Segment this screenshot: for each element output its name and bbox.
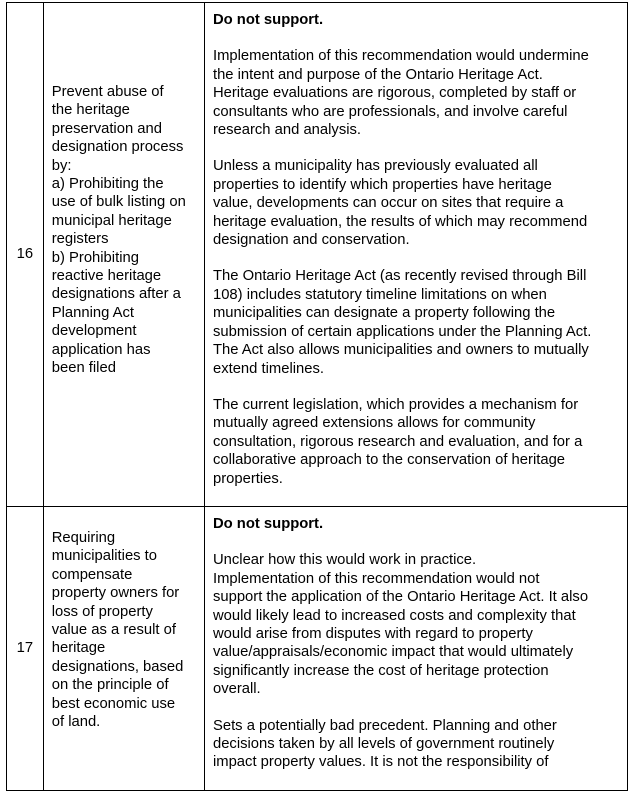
recommendation-line: property owners for [51,585,180,602]
recommendation-line: value as a result of [51,621,176,638]
recommendation-line: Requiring [51,529,116,546]
recommendation-line: reactive heritage [51,268,162,285]
response-line: submission of certain applications under the Planning Act. [212,323,592,340]
response-line: significantly increase the cost of heritage protection [212,662,549,679]
recommendation-cell [43,506,204,790]
recommendation-line: b) Prohibiting [51,249,139,266]
recommendation-text [44,507,204,731]
response-line: municipalities can designate a property following the [212,305,556,322]
response-line: research and analysis. [212,122,362,139]
response-cell [204,3,627,507]
response-line: the intent and purpose of the Ontario Heritage Act. [212,66,543,83]
response-line: mutually agreed extensions allows for community [212,415,536,432]
response-line: Unclear how this would work in practice. [212,552,477,569]
response-line: properties to identify which properties have heritage [212,176,552,193]
response-line: Unless a municipality has previously evaluated all [212,158,538,175]
response-paragraph [213,267,623,377]
recommendations-table [6,2,628,791]
recommendation-line: Planning Act [51,304,135,321]
recommendation-line: a) Prohibiting the [51,176,164,193]
recommendation-line: on the principle of [51,677,169,694]
response-line: impact property values. It is not the responsibility of [212,754,549,771]
recommendation-line: been filed [51,360,116,377]
response-line: Sets a potentially bad precedent. Planning and other [212,717,557,734]
recommendation-line: designation process [51,139,184,156]
recommendation-line: preservation and [51,120,162,137]
response-line: designation and conservation. [212,232,410,249]
verdict: Do not support. [212,515,324,532]
recommendation-line: the heritage [51,102,130,119]
recommendation-line: designations, based [51,658,184,675]
response-line: The Act also allows municipalities and owners to mutually [212,342,589,359]
recommendation-cell [43,3,204,507]
response-paragraph [213,717,623,772]
recommendation-line: registers [51,231,109,248]
response-line: extend timelines. [212,360,325,377]
recommendation-line: designations after a [51,286,181,303]
response-line: Implementation of this recommendation would undermine [212,48,589,65]
verdict: Do not support. [212,12,324,28]
recommendation-line: use of bulk listing on [51,194,186,211]
recommendation-line: loss of property [51,603,153,620]
response-line: 108) includes statutory timeline limitations on when [212,286,547,303]
recommendation-line: of land. [51,714,101,730]
response-line: consultants who are professionals, and involve careful [212,103,568,120]
response-paragraph [213,551,623,698]
recommendation-line: application has [51,341,151,358]
response-line: would likely lead to increased costs and complexity that [212,607,576,624]
response-line: Heritage evaluations are rigorous, completed by staff or [212,85,577,102]
recommendation-line: best economic use [51,695,176,712]
recommendation-line: municipal heritage [51,212,172,229]
row-number: 17 [7,506,44,790]
response-line: would arise from disputes with regard to property [212,625,533,642]
response-line: value, developments can occur on sites that require a [212,195,564,212]
row-number: 16 [7,3,44,507]
response-line: Implementation of this recommendation would not [212,570,540,587]
recommendation-line: development [51,323,137,340]
response-line: overall. [212,681,261,698]
recommendation-line: municipalities to [51,548,158,565]
response-line: The Ontario Heritage Act (as recently revised through Bill [212,268,587,285]
recommendation-text [44,3,204,378]
response-cell [204,506,627,790]
recommendation-line: heritage [51,640,106,657]
recommendation-line: compensate [51,566,133,583]
table-row [7,3,628,507]
response-paragraph [213,157,623,249]
response-line: support the application of the Ontario Heritage Act. It also [212,589,589,606]
response-paragraph [213,47,623,139]
response-line: consultation, rigorous research and evaluation, and for a [212,433,583,450]
recommendation-line: Prevent abuse of [51,84,164,100]
response-line: collaborative approach to the conservation of heritage [212,452,566,469]
response-line: value/appraisals/economic impact that would ultimately [212,644,574,661]
response-line: heritage evaluation, the results of which may recommend [212,213,588,230]
recommendation-line: by: [51,157,72,174]
response-line: decisions taken by all levels of government routinely [212,736,555,752]
table-row [7,506,628,790]
response-paragraph [213,396,623,488]
response-line: The current legislation, which provides a mechanism for [212,396,579,413]
response-line: properties. [212,470,283,487]
